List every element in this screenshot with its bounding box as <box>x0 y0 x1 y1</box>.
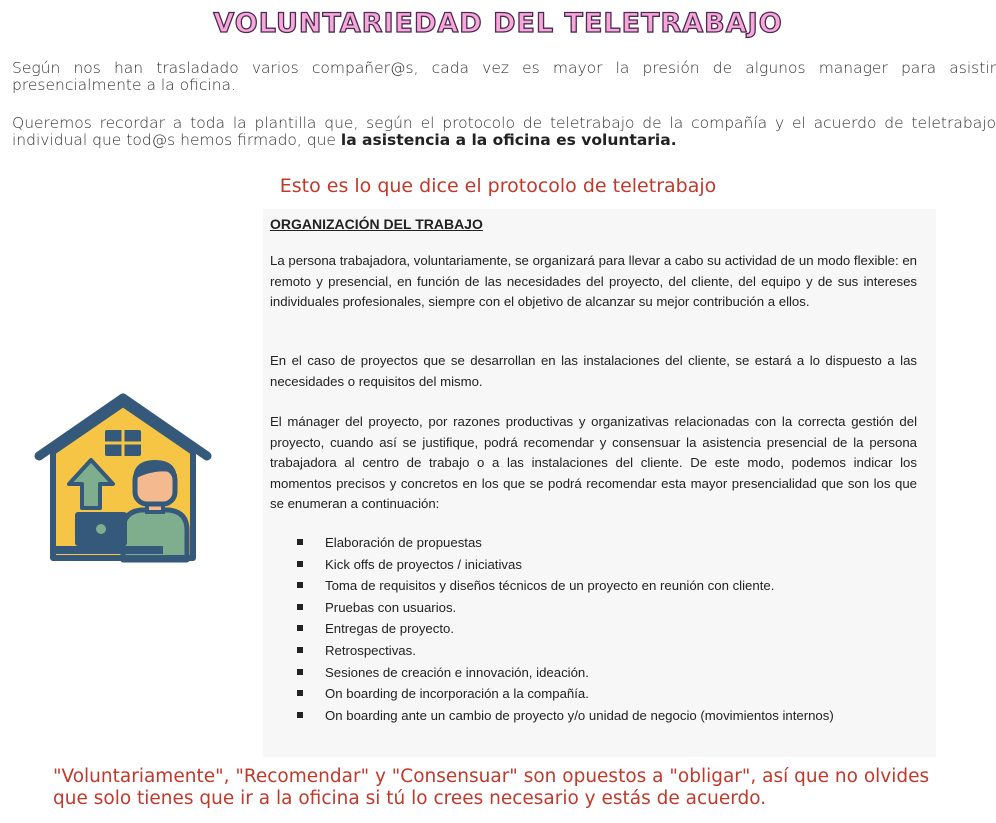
protocol-document-excerpt <box>263 209 936 757</box>
list-item: Toma de requisitos y diseños técnicos de un proyecto en reunión con cliente. <box>297 575 897 597</box>
intro-paragraph-1: Según nos han trasladado varios compañer@s, cada vez es mayor la presión de algunos manager para asistir presencialmente a la oficina. <box>12 59 996 94</box>
document-paragraph-1: La persona trabajadora, voluntariamente, se organizará para llevar a cabo su actividad de un modo flexible: en remoto y presencial, en función de las necesidades del proyecto, del cliente, del equipo y de sus intereses individuales profesionales, siempre con el objetivo de alcanzar su mejor contribución a ellos. <box>270 253 917 309</box>
intro-emphasis: la asistencia a la oficina es voluntaria. <box>340 131 677 149</box>
intro-paragraph-2-text: Queremos recordar a toda la plantilla que, según el protocolo de teletrabajo de la compañía y el acuerdo de teletrabajo individual que tod@s hemos firmado, que <box>12 114 996 149</box>
footer-note: "Voluntariamente", "Recomendar" y "Consensuar" son opuestos a "obligar", así que no olvides que solo tienes que ir a la oficina si tú lo crees necesario y estás de acuerdo. <box>53 766 930 809</box>
document-paragraph-2: En el caso de proyectos que se desarrollan en las instalaciones del cliente, se estará a lo dispuesto a las necesidades o requisitos del mismo. <box>270 353 917 389</box>
list-item: Elaboración de propuestas <box>297 532 897 554</box>
document-bullet-list <box>297 532 897 726</box>
document-heading: ORGANIZACIÓN DEL TRABAJO <box>270 216 483 232</box>
list-item: Pruebas con usuarios. <box>297 597 897 619</box>
list-item: Sesiones de creación e innovación, ideación. <box>297 662 897 684</box>
page-title: VOLUNTARIEDAD DEL TELETRABAJO <box>213 8 783 39</box>
list-item: Entregas de proyecto. <box>297 618 897 640</box>
document-paragraph-3: El mánager del proyecto, por razones productivas y organizativas relacionadas con la correcta gestión del proyecto, cuando así se justifique, podrá recomendar y consensuar la asistencia presencial de la persona trabajadora al centro de trabajo o a las instalaciones del cliente. De este modo, podemos indicar los momentos precisos y concretos en los que se podrá recomendar esta mayor presencialidad que son los que se enumeran a continuación: <box>270 414 917 511</box>
list-item: On boarding ante un cambio de proyecto y/o unidad de negocio (movimientos internos) <box>297 705 897 727</box>
list-item: Kick offs de proyectos / iniciativas <box>297 554 897 576</box>
intro-paragraph-2 <box>12 115 996 149</box>
protocol-subtitle: Esto es lo que dice el protocolo de teletrabajo <box>279 175 717 197</box>
home-office-icon <box>33 390 213 570</box>
list-item: Retrospectivas. <box>297 640 897 662</box>
list-item: On boarding de incorporación a la compañía. <box>297 683 897 705</box>
